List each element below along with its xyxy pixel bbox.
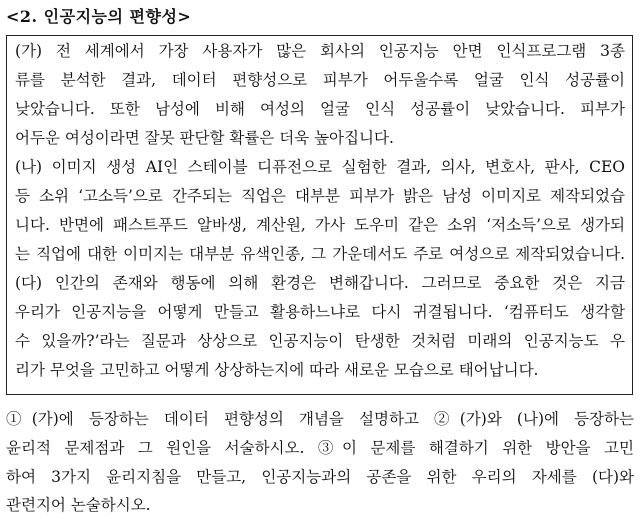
passage-line: 낮았습니다. 또한 남성에 비해 여성의 얼굴 인식 성공률이 낮았습니다. 피부가 <box>15 100 625 118</box>
passage-line: (가) 전 세계에서 가장 사용자가 많은 회사의 인공지능 안면 인식프로그램 3종 <box>15 42 625 60</box>
passage-box <box>6 35 633 395</box>
page-title: <2. 인공지능의 편향성> <box>6 7 192 26</box>
question-line: 하여 3가지 윤리지침을 만들고, 인공지능과의 공존을 위한 우리의 자세를 (다)와 <box>6 468 634 486</box>
question-line: 윤리적 문제점과 그 원인을 서술하시오. ③이 문제를 해결하기 위한 방안을 고민 <box>6 439 634 457</box>
question-line: ①(가)에 등장하는 데이터 편향성의 개념을 설명하고 ②(가)와 (나)에 등장하는 <box>6 410 634 428</box>
passage-line: 류를 분석한 결과, 데이터 편향성으로 피부가 어두울수록 얼굴 인식 성공률이 <box>15 71 625 89</box>
passage-line: 수 있을까?’라는 질문과 상상으로 인공지능이 탄생한 것처럼 미래의 인공지능도 우 <box>15 332 625 350</box>
passage-line: (다) 인간의 존재와 행동에 의해 환경은 변해갑니다. 그러므로 중요한 것은 지금 <box>15 274 625 292</box>
question-line: 관련지어 논술하시오. <box>6 496 151 514</box>
passage-line: 니다. 반면에 패스트푸드 알바생, 계산원, 가사 도우미 같은 소위 ‘저소득’으로 생가되 <box>15 216 625 234</box>
passage-line: 등 소위 ‘고소득’으로 간주되는 직업은 대부분 피부가 밝은 남성 이미지로 제작되었습 <box>15 187 625 205</box>
passage-line: (나) 이미지 생성 AI인 스테이블 디퓨전으로 실험한 결과, 의사, 변호사, 판사, CEO <box>15 158 625 176</box>
passage-line: 리가 무엇을 고민하고 어떻게 상상하는지에 따라 새로운 모습으로 태어납니다. <box>15 361 539 379</box>
passage-line: 우리가 인공지능을 어떻게 만들고 활용하느냐로 다시 귀결됩니다. ‘컴퓨터도 생각할 <box>15 303 625 321</box>
passage-line: 어두운 여성이라면 잘못 판단할 확률은 더욱 높아집니다. <box>15 129 394 147</box>
passage-line: 는 직업에 대한 이미지는 대부분 유색인종, 그 가운데서도 주로 여성으로 제작되었습니다. <box>15 245 625 263</box>
